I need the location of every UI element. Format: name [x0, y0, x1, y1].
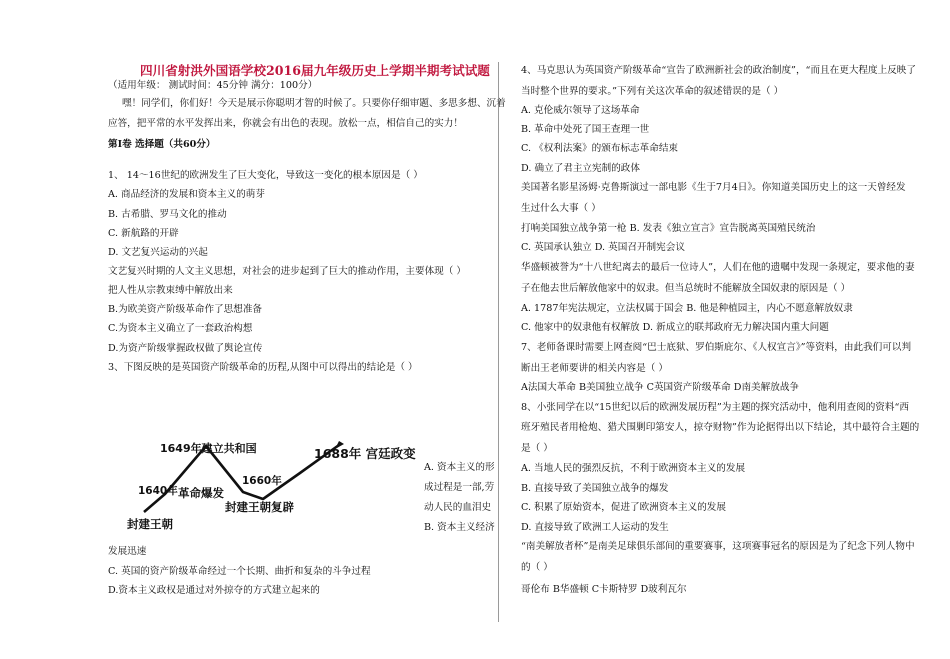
question-5-line-2: 生过什么大事（ ） [521, 203, 601, 214]
question-3-option-d: D.资本主义政权是通过对外掠夺的方式建立起来的 [108, 585, 320, 596]
label-feudal-dynasty: 封建王朝 [127, 517, 173, 531]
question-8-line-1: 8、小张同学在以“15世纪以后的欧洲发展历程”为主题的探究活动中，他利用查阅的资料“西 [521, 402, 909, 413]
label-1640: 1640年 [138, 485, 178, 497]
question-9-line-1: “南美解放者杯”是南美足球俱乐部间的重要赛事，这项赛事冠名的原因是为了纪念下列人物中 [521, 541, 915, 552]
question-4-line-2: 当时整个世界的要求。”下列有关这次革命的叙述错误的是（ ） [521, 86, 784, 97]
question-7-line-1: 7、老师备课时需要上网查阅“巴士底狱、罗伯斯庇尔、《人权宣言》”等资料，由此我们可以判 [521, 342, 912, 353]
question-1-option-c: C. 新航路的开辟 [108, 228, 179, 239]
question-6-options-cd: C. 他家中的奴隶他有权解放 D. 新成立的联邦政府无力解决国内重大问题 [521, 322, 829, 333]
label-restoration: 封建王朝复辟 [225, 500, 294, 514]
question-7-options: A法国大革命 B美国独立战争 C英国资产阶级革命 D南美解放战争 [521, 382, 800, 393]
label-revolution-outbreak: 革命爆发 [178, 486, 224, 500]
section-heading: 第Ⅰ卷 选择题（共60分） [108, 139, 216, 150]
intro-line-1: 嘿！同学们，你们好！今天是展示你聪明才智的时候了。只要你仔细审题、多思多想、沉着 [122, 98, 506, 109]
question-2-option-b: B.为欧美资产阶级革命作了思想准备 [108, 304, 263, 315]
question-8-option-b: B. 直接导致了美国独立战争的爆发 [521, 483, 669, 494]
question-3-option-a-line-1: A. 资本主义的形 [424, 462, 495, 473]
question-1-option-b: B. 古希腊、罗马文化的推动 [108, 209, 227, 220]
question-4-option-b: B. 革命中处死了国王查理一世 [521, 124, 650, 135]
question-5-line-1: 美国著名影星汤姆·克鲁斯演过一部电影《生于7月4日》。你知道美国历史上的这一天曾经发 [521, 182, 906, 193]
question-2-option-a: 把人性从宗教束缚中解放出来 [108, 285, 233, 296]
exam-title: 四川省射洪外国语学校2016届九年级历史上学期半期考试试题 [140, 63, 490, 78]
question-4-line-1: 4、马克思认为英国资产阶级革命“宣告了欧洲新社会的政治制度”，“而且在更大程度上反映了 [521, 65, 916, 76]
question-4-option-d: D. 确立了君主立宪制的政体 [521, 163, 640, 174]
question-6-line-1: 华盛顿被誉为“十八世纪离去的最后一位诗人”，人们在他的遗嘱中发现一条规定，要求他的妻 [521, 262, 915, 273]
question-3-option-b-line-2: 发展迅速 [108, 546, 147, 557]
question-3-option-b-line-1: B. 资本主义经济 [424, 522, 495, 533]
question-3-option-a-line-2: 成过程是一部,劳 [424, 482, 495, 493]
column-divider [498, 62, 499, 622]
intro-line-2: 应答，把平常的水平发挥出来，你就会有出色的表现。放松一点，相信自己的实力！ [108, 118, 463, 129]
question-1-option-d: D. 文艺复兴运动的兴起 [108, 247, 208, 258]
question-9-line-2: 的（ ） [521, 562, 553, 573]
revolution-timeline-diagram [108, 420, 418, 538]
label-1660: 1660年 [242, 475, 282, 487]
question-8-option-d: D. 直接导致了欧洲工人运动的发生 [521, 522, 669, 533]
label-1688: 1688年 宫廷政变 [314, 446, 416, 461]
question-6-line-2: 子在他去世后解放他家中的奴隶。但当总统时不能解放全国奴隶的原因是（ ） [521, 283, 851, 294]
question-5-options-cd: C. 英国承认独立 D. 英国召开制宪会议 [521, 242, 685, 253]
question-8-option-a: A. 当地人民的强烈反抗，不利于欧洲资本主义的发展 [521, 463, 746, 474]
question-7-line-2: 断出王老师要讲的相关内容是（ ） [521, 363, 668, 374]
question-2-option-d: D.为资产阶级掌握政权做了舆论宣传 [108, 343, 263, 354]
question-4-option-a: A. 克伦威尔领导了这场革命 [521, 105, 640, 116]
exam-info: （适用年级： 测试时间：45分钟 满分：100分） [108, 80, 318, 91]
question-3: 3、下图反映的是英国资产阶级革命的历程,从图中可以得出的结论是（ ） [108, 362, 418, 373]
question-3-option-c: C. 英国的资产阶级革命经过一个长期、曲折和复杂的斗争过程 [108, 566, 371, 577]
question-2: 文艺复兴时期的人文主义思想，对社会的进步起到了巨大的推动作用，主要体现（ ） [108, 266, 467, 277]
question-2-option-c: C.为资本主义确立了一套政治构想 [108, 323, 253, 334]
question-1-option-a: A. 商品经济的发展和资本主义的萌芽 [108, 189, 265, 200]
question-6-options-ab: A. 1787年宪法规定，立法权属于国会 B. 他是种植园主，内心不愿意解放奴隶 [521, 303, 853, 314]
question-8-line-3: 是（ ） [521, 443, 553, 454]
question-4-option-c: C. 《权利法案》的颁布标志革命结束 [521, 143, 679, 154]
question-5-options-ab: 打响美国独立战争第一枪 B. 发表《独立宣言》宣告脱离英国殖民统治 [521, 223, 816, 234]
question-1: 1、 14～16世纪的欧洲发生了巨大变化，导致这一变化的根本原因是（ ） [108, 170, 423, 181]
question-8-line-2: 班牙殖民者用枪炮、猎犬围剿印第安人，掠夺财物”作为论据得出以下结论，其中最符合主题的 [521, 422, 920, 433]
question-3-option-a-line-3: 动人民的血泪史 [424, 502, 492, 513]
question-9-options: 哥伦布 B华盛顿 C卡斯特罗 D玻利瓦尔 [521, 584, 687, 595]
label-1649: 1649年建立共和国 [160, 442, 257, 455]
question-8-option-c: C. 积累了原始资本，促进了欧洲资本主义的发展 [521, 502, 726, 513]
